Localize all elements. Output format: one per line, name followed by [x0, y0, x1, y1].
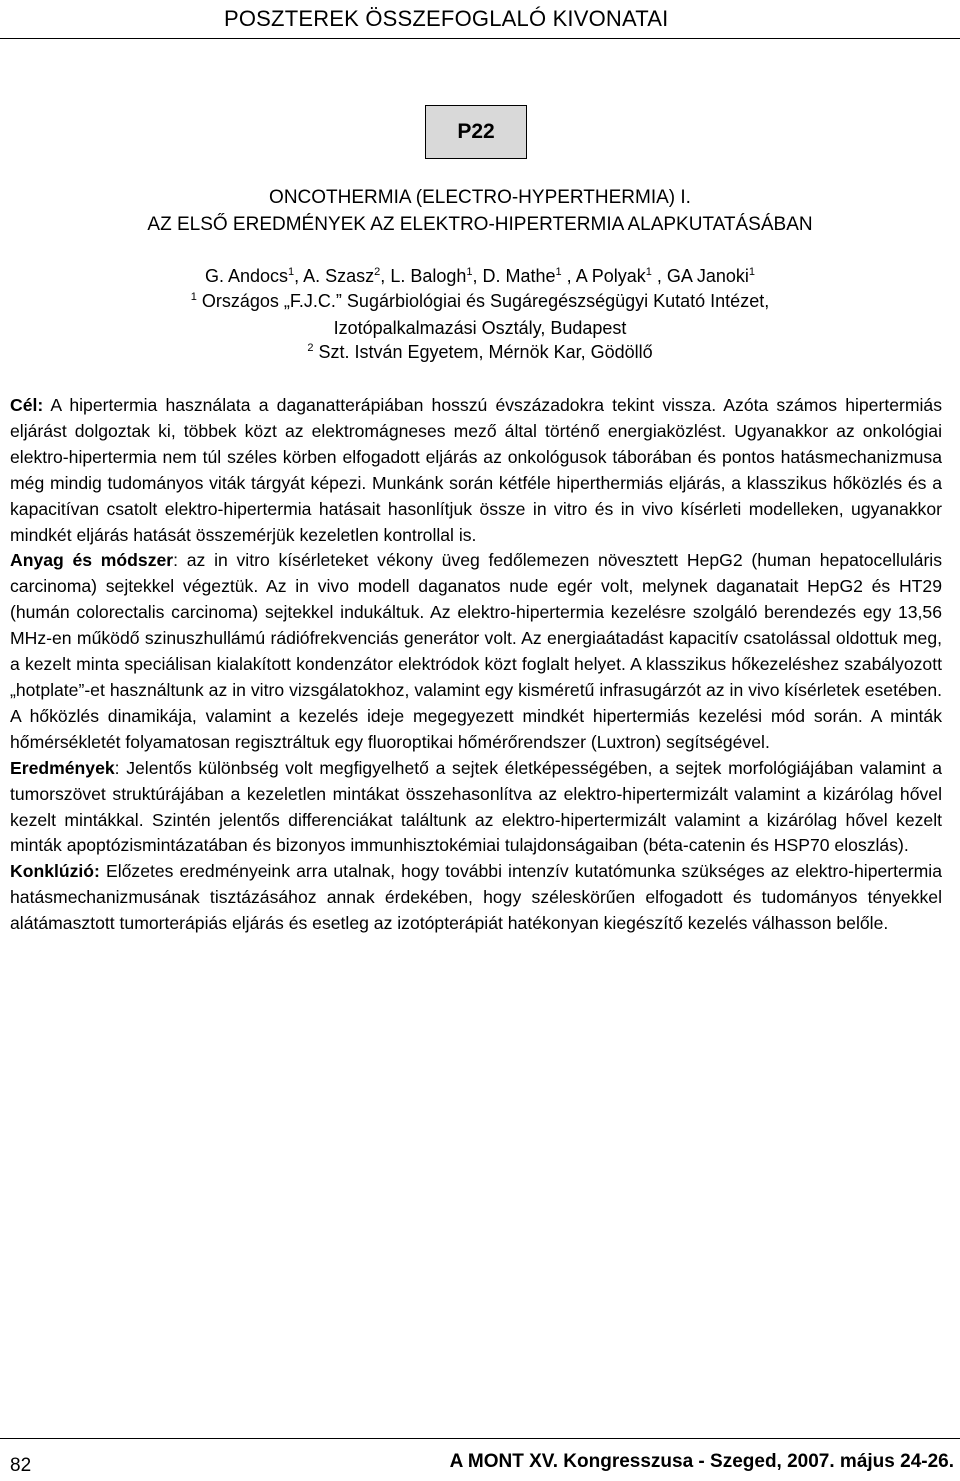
section-text-konkluzio: Előzetes eredményeink arra utalnak, hogy további intenzív kutatómunka szükséges az elektro-hipertermia hatásmechanizmusának tisztázásához annak érdekében, hogy széleskörűen elfogadott és tudományos tényekkel alátámasztott tumorterápiás eljárás és esetleg az izotópterápiát hatékonyan kiegészítő kezelés válhasson belőle. — [10, 861, 942, 934]
section-eredmenyek — [10, 756, 942, 860]
author-affiliation: 1 — [288, 266, 295, 278]
affiliation-1 — [0, 291, 960, 312]
author-separator: , — [294, 266, 304, 286]
author-affiliation: 1 — [555, 266, 562, 278]
page-number: 82 — [10, 1455, 32, 1476]
section-label-eredmenyek: Eredmények — [10, 757, 115, 778]
author-separator: , — [380, 266, 391, 286]
section-text-cel: A hipertermia használata a daganatterápiában hosszú évszázadokra tekint vissza. Azóta számos hipertermiás eljárást dolgoztak ki, többek közt az elektromágneses mező által történő energiaközlést. Ugyanakkor az onkológiai elektro-hipertermia nem túl széles körben elfogadott eljárás az onkológusok táborában és pontos hatásmechanizmusa még mindig tudományos viták tárgyát képezi. Munkánk során kétféle hiperthermiás eljárás, a klasszikus hőközlés és a kapacitívan csatolt elektro-hipertermia hatásait hasonlítjuk össze in vitro és in vivo kísérleti modelleken, ugyanakkor mindkét eljárás hatását összemérjük kezeletlen kontrollal is. — [10, 395, 942, 545]
conference-info: A MONT XV. Kongresszusa - Szeged, 2007. május 24-26. — [449, 1451, 954, 1472]
author-name: GA Janoki — [666, 266, 749, 286]
section-label-konkluzio: Konklúzió: — [10, 861, 100, 882]
author-name: A. Szasz — [303, 266, 375, 286]
title-line-1: ONCOTHERMIA (ELECTRO-HYPERTHERMIA) I. — [269, 187, 691, 208]
affiliation-2 — [0, 342, 960, 363]
author-separator: , — [472, 266, 483, 286]
section-label-cel: Cél: — [10, 395, 44, 415]
author-name: A Polyak — [575, 266, 646, 286]
section-konkluzio — [10, 859, 942, 937]
poster-code: P22 — [457, 120, 495, 143]
affiliation-number: 2 — [307, 342, 314, 354]
poster-code-box — [425, 105, 527, 159]
author-list — [0, 266, 960, 287]
title-line-2: AZ ELSŐ EREDMÉNYEK AZ ELEKTRO-HIPERTERMIA ALAPKUTATÁSÁBAN — [147, 214, 813, 235]
author-affiliation: 1 — [748, 266, 756, 278]
affiliation-number: 1 — [190, 291, 197, 303]
author-name: G. Andocs — [204, 266, 288, 286]
affiliation-1-continued: Izotópalkalmazási Osztály, Budapest — [333, 318, 627, 338]
author-separator: , — [561, 266, 576, 286]
author-name: L. Balogh — [390, 266, 467, 286]
author-affiliation: 1 — [466, 266, 473, 278]
section-text-anyag: : az in vitro kísérleteket vékony üveg fedőlemezen növesztett HepG2 (human hepatocelluláris carcinoma) sejtekkel végeztük. Az in vivo modell daganatos nude egér volt, melynek daganatait HepG2 és HT29 (humán colorectalis carcinoma) sejtekkel indukáltuk. Az elektro-hipertermia kezelésre szolgáló berendezés egy 13,56 MHz-en működő szinuszhullámú rádiófrekvenciás generátor volt. Az energiaátadást kapacitív csatolással oldottuk meg, a kezelt minta speciálisan kialakított kondenzátor elektródok közt foglalt helyet. A klasszikus hőkezeléshez szabályozott „hotplate”-et használtunk az in vitro vizsgálatokhoz, valamint egy kisméretű infrasugárzót az in vivo kísérletek esetében. A hőközlés dinamikája, valamint a kezelés ideje megegyezett mindkét hipertermiás kezelési mód során. A minták hőmérsékletét folyamatosan regisztráltuk egy fluoroptikai hőmérőrendszer (Luxtron) segítségével. — [10, 550, 943, 752]
section-cel — [10, 393, 942, 548]
author-name: D. Mathe — [482, 266, 556, 286]
section-label-anyag: Anyag és módszer — [10, 550, 174, 571]
affiliation-2-line-1: Szt. István Egyetem, Mérnök Kar, Gödöllő — [318, 342, 653, 362]
section-anyag — [10, 548, 942, 755]
page-header — [0, 2, 960, 39]
affiliation-1-line-1: Országos „F.J.C.” Sugárbiológiai és Sugáregészségügyi Kutató Intézet, — [201, 291, 770, 311]
author-affiliation: 1 — [645, 266, 652, 278]
page-footer — [0, 1438, 960, 1481]
abstract-body — [10, 393, 942, 937]
header-title: POSZTEREK ÖSSZEFOGLALÓ KIVONATAI — [224, 6, 669, 31]
author-affiliation: 2 — [374, 266, 381, 278]
section-text-eredmenyek: : Jelentős különbség volt megfigyelhető a sejtek életképességében, a sejtek morfológiájában valamint a tumorszövet struktúrájában a kezeletlen mintákat összehasonlítva az elektro-hipertermizált valamint a kizárólag hővel kezelt mintákkal. Szintén jelentős differenciákat találtunk az elektro-hipertermizált valamint a kizárólag hővel kezelt minták apoptózismintázatában és bizonyos immunhisztokémiai tulajdonságaiban (béta-catenin és HSP70 eloszlás). — [10, 757, 942, 856]
author-separator: , — [651, 266, 667, 286]
